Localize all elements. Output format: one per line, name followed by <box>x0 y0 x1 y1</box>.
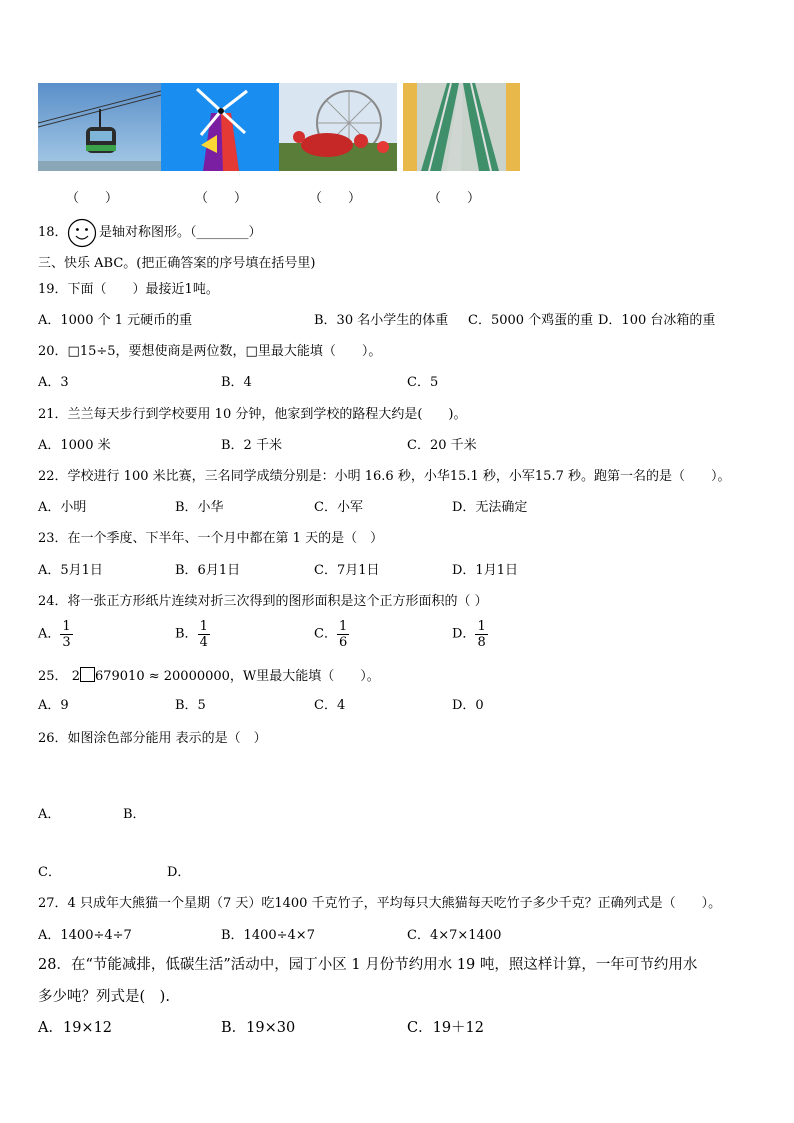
q19-option-b[interactable]: B．30 名小学生的体重 <box>314 313 449 328</box>
q26-option-b[interactable]: B． <box>123 807 146 822</box>
q24-option-c[interactable] <box>314 619 349 650</box>
q18-text: 是轴对称图形。（________） <box>99 225 262 240</box>
q27-stem: 27．4 只成年大熊猫一个星期（7 天）吃1400 千克竹子，平均每只大熊猫每天吃竹子多少千克？正确列式是（ ）。 <box>38 896 722 911</box>
fraction-denominator: 3 <box>62 635 71 650</box>
q24-option-d-fraction <box>475 619 487 650</box>
q23-option-c[interactable]: C．7月1日 <box>314 563 380 578</box>
q23-option-a[interactable]: A．5月1日 <box>38 563 103 578</box>
q27-option-b[interactable]: B．1400÷4×7 <box>221 928 315 943</box>
q19-stem: 19．下面（ ）最接近1吨。 <box>38 282 219 297</box>
section-3-heading: 三、快乐 ABC。(把正确答案的序号填在括号里) <box>38 256 316 271</box>
q19-option-d[interactable]: D．100 台冰箱的重 <box>598 313 716 328</box>
q20-stem: 20．□15÷5，要想使商是两位数，□里最大能填（ ）。 <box>38 344 382 359</box>
q25-option-b[interactable]: B．5 <box>175 698 206 713</box>
q24-option-a-label: A． <box>38 626 61 642</box>
q19-option-c[interactable]: C．5000 个鸡蛋的重 <box>468 313 594 328</box>
q28-stem-line-2: 多少吨？列式是( ). <box>38 989 170 1005</box>
q22-option-b[interactable]: B．小华 <box>175 500 224 515</box>
q25-text: 679010 ≈ 20000000，W里最大能填（ ）。 <box>94 669 380 684</box>
q18-number: 18． <box>38 225 68 240</box>
picture-answer-blank-2[interactable]: （ ） <box>195 191 248 206</box>
q23-option-b[interactable]: B．6月1日 <box>175 563 241 578</box>
q22-option-d[interactable]: D．无法确定 <box>452 500 528 515</box>
q24-option-d[interactable] <box>452 619 488 650</box>
q24-option-b-fraction <box>198 619 210 650</box>
q21-stem: 21．兰兰每天步行到学校要用 10 分钟，他家到学校的路程大约是( )。 <box>38 407 467 422</box>
fraction-numerator: 1 <box>477 619 486 634</box>
fraction-denominator: 8 <box>477 635 486 650</box>
picture-answer-blank-3[interactable]: （ ） <box>309 191 362 206</box>
windmill-picture <box>161 83 279 171</box>
q20-option-b[interactable]: B．4 <box>221 375 252 390</box>
q20-option-a[interactable]: A．3 <box>38 375 69 390</box>
q24-option-b[interactable] <box>175 619 210 650</box>
q26-option-a[interactable]: A． <box>38 807 61 822</box>
ferris-wheel-picture <box>279 83 397 171</box>
q28-option-c[interactable]: C．19＋12 <box>407 1020 484 1036</box>
q21-option-c[interactable]: C．20 千米 <box>407 438 477 453</box>
q21-option-b[interactable]: B．2 千米 <box>221 438 282 453</box>
q26-option-c[interactable]: C． <box>38 865 61 880</box>
cable-car-picture <box>38 83 161 171</box>
q25-option-d[interactable]: D．0 <box>452 698 484 713</box>
picture-answer-blank-4[interactable]: （ ） <box>428 191 481 206</box>
q27-option-a[interactable]: A．1400÷4÷7 <box>38 928 132 943</box>
q20-option-c[interactable]: C．5 <box>407 375 439 390</box>
fraction-numerator: 1 <box>338 619 348 634</box>
q24-option-c-fraction <box>337 619 349 650</box>
q27-option-c[interactable]: C．4×7×1400 <box>407 928 502 943</box>
q23-stem: 23．在一个季度、下半年、一个月中都在第 1 天的是（ ） <box>38 531 384 546</box>
q23-option-d[interactable]: D．1月1日 <box>452 563 518 578</box>
q24-option-a[interactable] <box>38 619 73 650</box>
q25-option-a[interactable]: A．9 <box>38 698 69 713</box>
q22-stem: 22．学校进行 100 米比赛，三名同学成绩分别是：小明 16.6 秒，小华15.1 秒，小军15.7 秒。跑第一名的是（ ）。 <box>38 469 731 484</box>
q25-stem <box>38 667 380 685</box>
q19-option-a[interactable]: A．1000 个 1 元硬币的重 <box>38 313 193 328</box>
q28-stem-line-1: 28．在“节能减排，低碳生活”活动中，园丁小区 1 月份节约用水 19 吨，照这样计算，一年可节约用水 <box>38 957 698 973</box>
q24-option-b-label: B． <box>175 626 198 642</box>
q26-option-d[interactable]: D． <box>167 865 191 880</box>
q22-option-c[interactable]: C．小军 <box>314 500 363 515</box>
q25-number: 25． <box>38 669 68 684</box>
q24-stem: 24．将一张正方形纸片连续对折三次得到的图形面积是这个正方形面积的（ ） <box>38 594 488 609</box>
fraction-denominator: 4 <box>199 635 208 650</box>
fraction-denominator: 6 <box>338 635 348 650</box>
fraction-numerator: 1 <box>199 619 208 634</box>
q25-option-c[interactable]: C．4 <box>314 698 346 713</box>
q21-option-a[interactable]: A．1000 米 <box>38 438 111 453</box>
q28-option-a[interactable]: A．19×12 <box>38 1020 113 1036</box>
q28-option-b[interactable]: B．19×30 <box>221 1020 296 1036</box>
smiley-face-icon <box>67 218 97 252</box>
q25-digit-prefix: 2 <box>71 669 80 684</box>
q22-option-a[interactable]: A．小明 <box>38 500 87 515</box>
escalator-picture <box>403 83 520 171</box>
q26-stem: 26．如图涂色部分能用 表示的是（ ） <box>38 731 267 746</box>
q24-option-d-label: D． <box>452 626 476 642</box>
picture-answer-blank-1[interactable]: （ ） <box>66 191 119 206</box>
blank-square <box>80 667 95 682</box>
q24-option-a-fraction <box>60 619 72 650</box>
fraction-numerator: 1 <box>62 619 71 634</box>
q24-option-c-label: C． <box>314 626 337 642</box>
